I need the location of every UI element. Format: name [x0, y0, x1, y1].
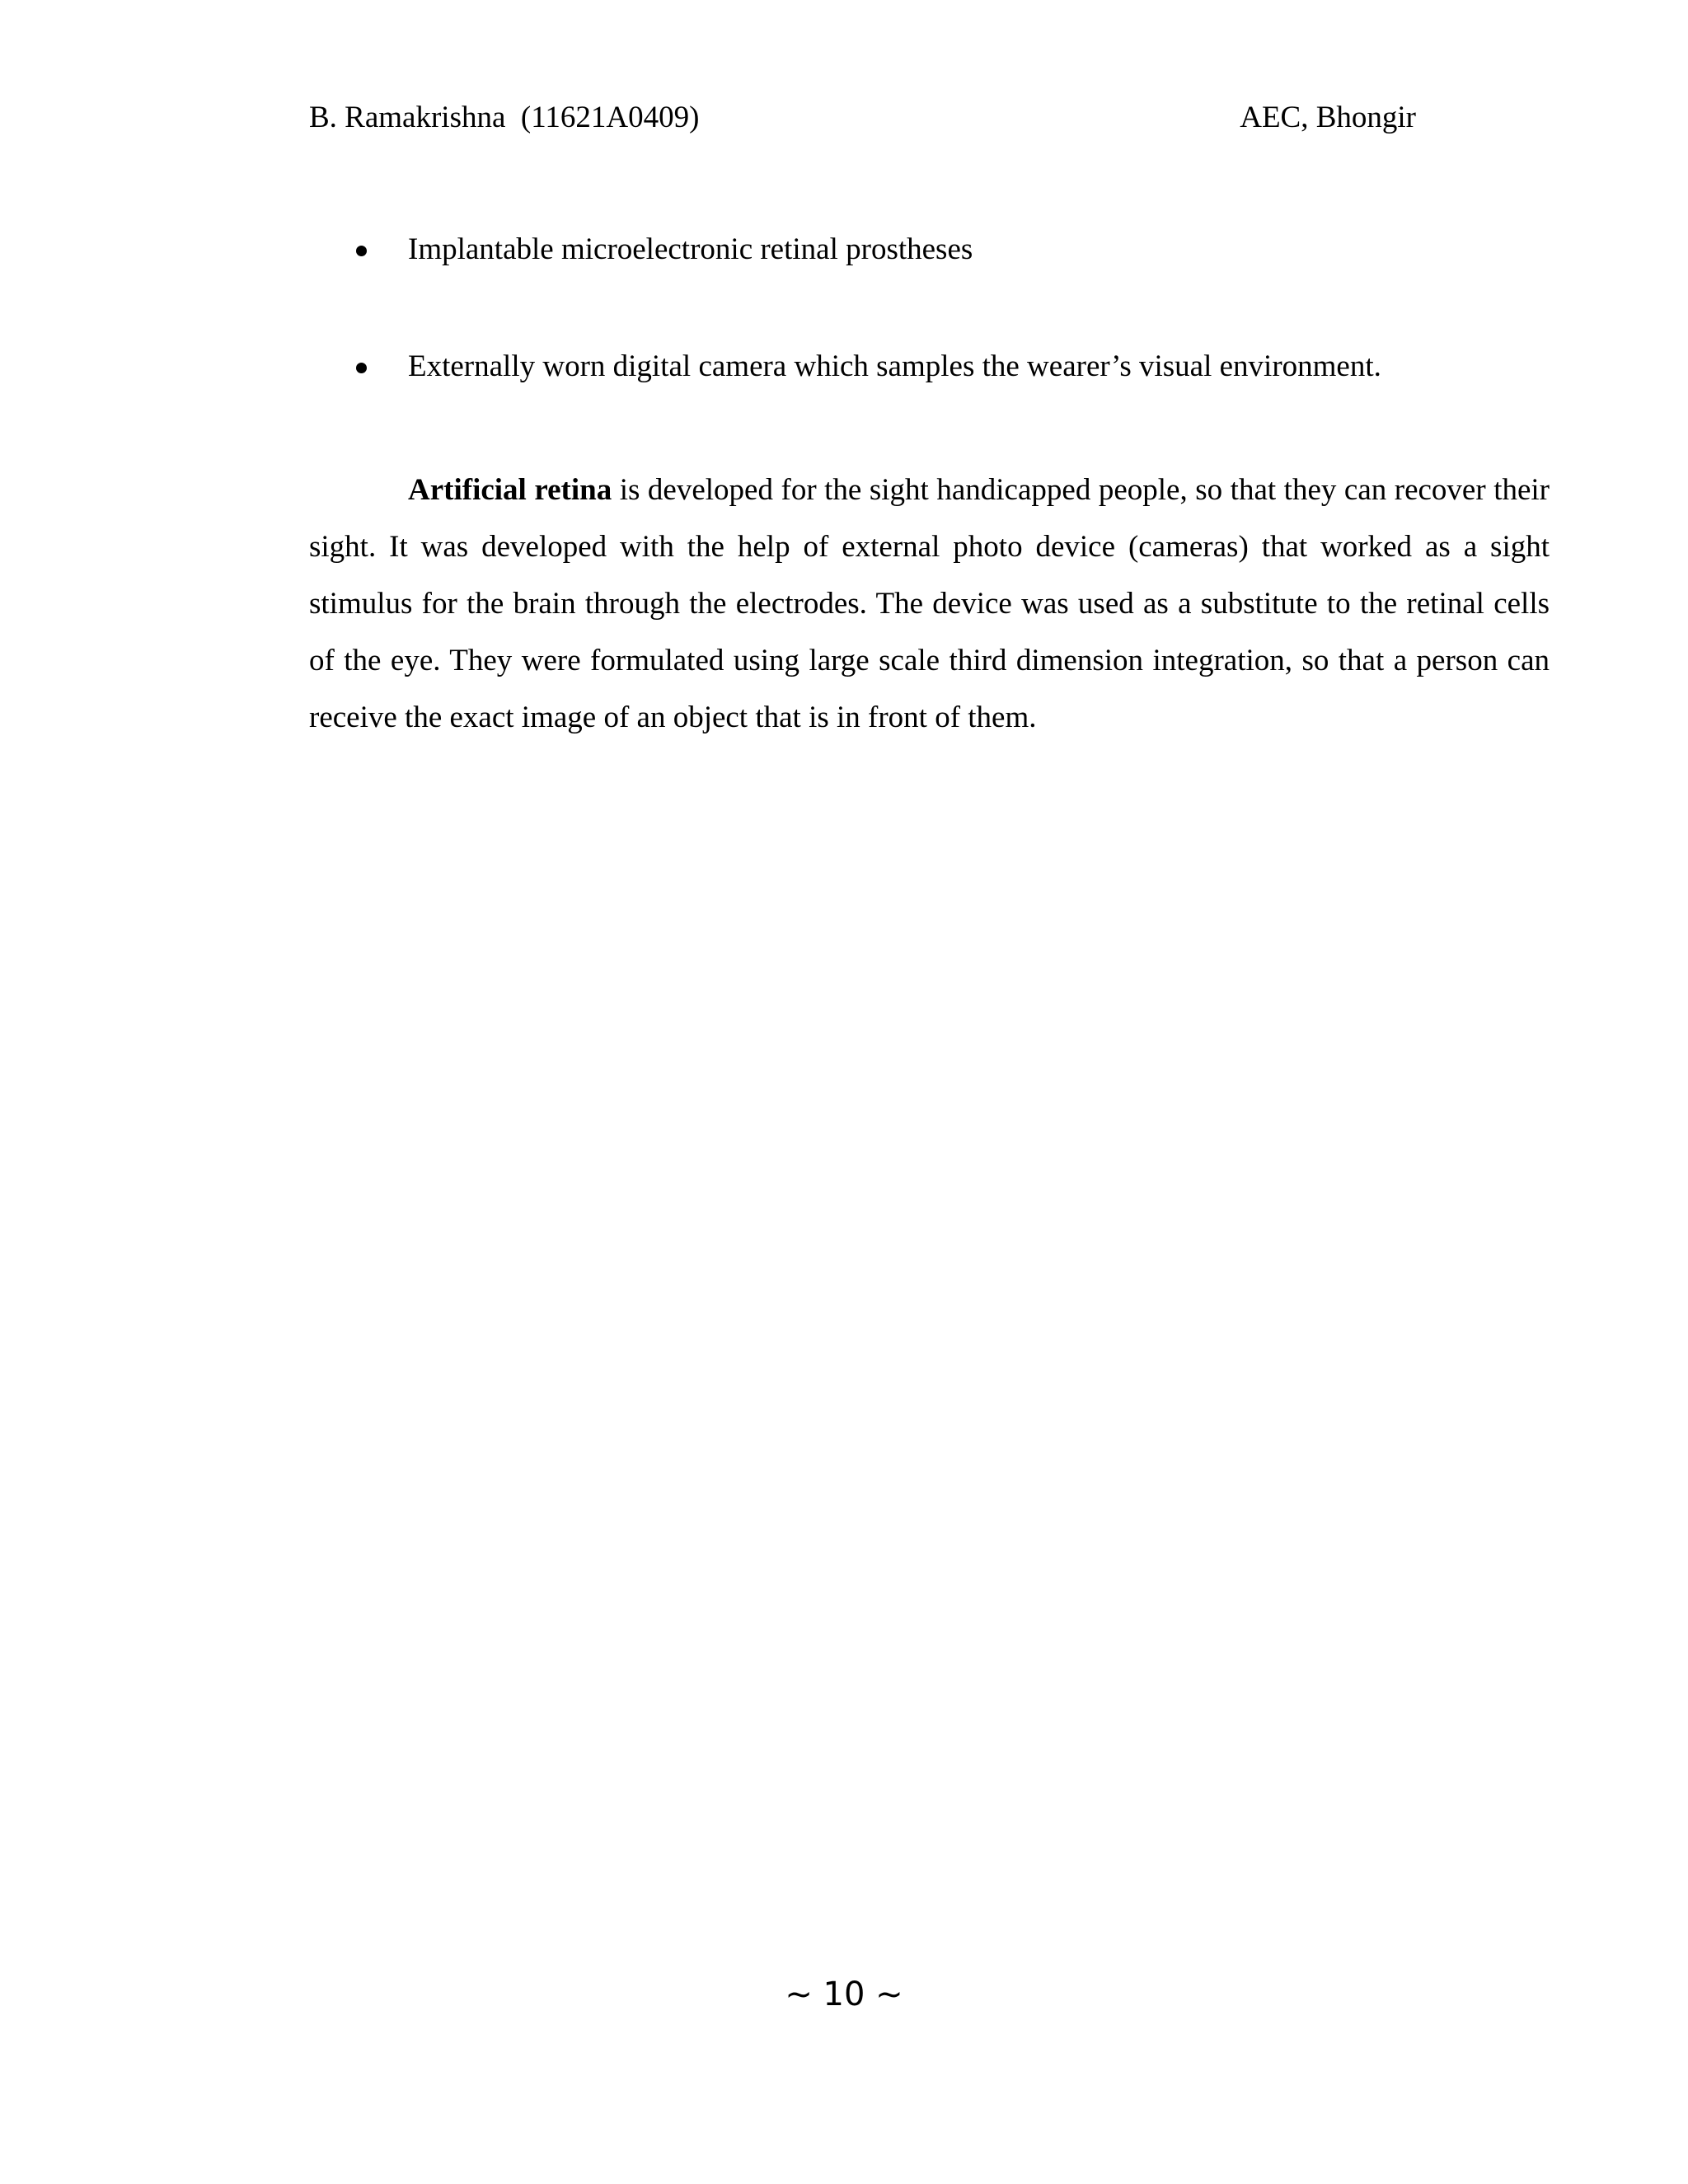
list-item [309, 229, 1545, 270]
page-header [309, 97, 1416, 138]
body-paragraph [309, 462, 1550, 746]
bullet-icon [356, 363, 367, 373]
header-author: B. Ramakrishna (11621A0409) [309, 101, 700, 134]
list-item-text: Implantable microelectronic retinal prostheses [408, 232, 973, 266]
paragraph-text: is developed for the sight handicapped people, so that they can recover their sight. It was developed with the help of external photo device (cameras) that worked as a sight stimulus for the brain through the electrodes. The device was used as a substitute to the retinal cells of the eye. They were formulated using large scale third dimension integration, so that a person can receive the exact image of an object that is in front of them. [309, 473, 1550, 734]
list-item-text: Externally worn digital camera which samples the wearer’s visual environment. [408, 349, 1381, 383]
bullet-list [309, 229, 1545, 387]
paragraph-bold-lead: Artificial retina [408, 473, 612, 507]
header-institution: AEC, Bhongir [1240, 101, 1416, 134]
bullet-icon [356, 246, 367, 256]
list-item [309, 346, 1545, 387]
page-number: ~ 10 ~ [785, 1975, 903, 2013]
